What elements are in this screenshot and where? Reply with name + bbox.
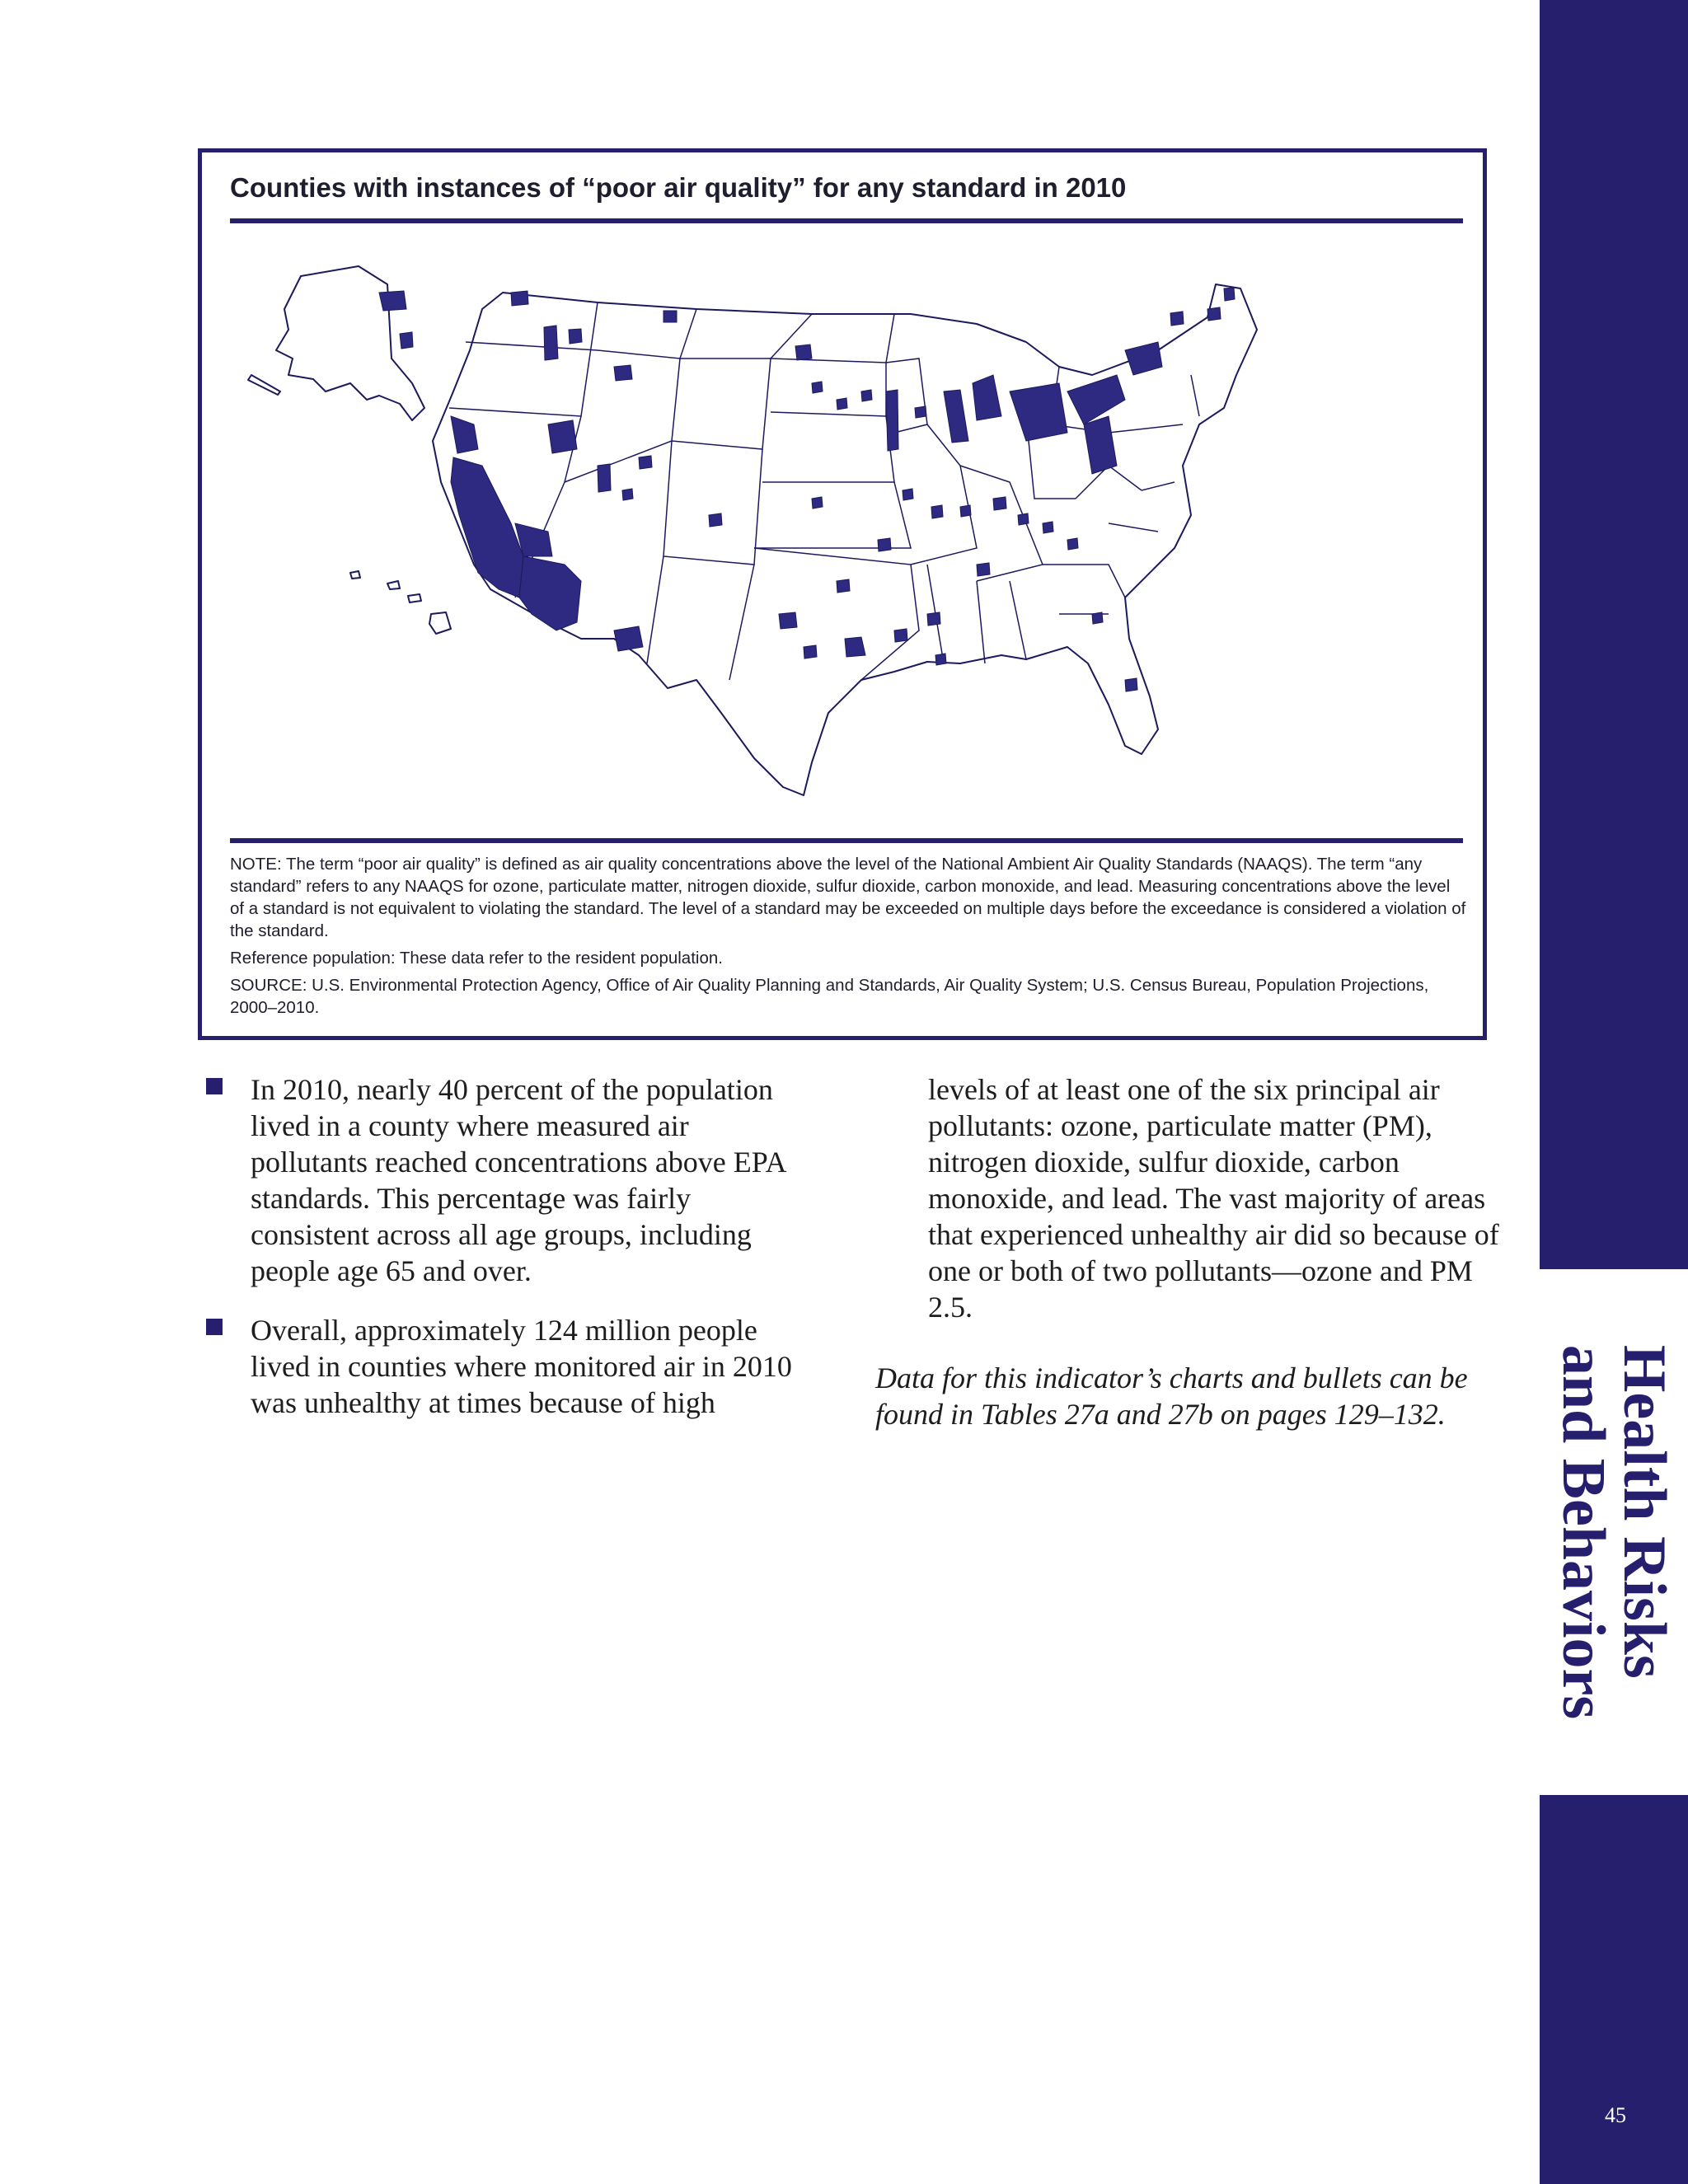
- bullet-continuation: levels of at least one of the six principal air pollutants: ozone, particulate matter (PM), nitrogen dioxide, sulfur dioxide, carbon monoxide, and lead. The vast majority of areas that experienced unhealthy air did so because of one or both of two pollutants—ozone and PM 2.5.: [928, 1073, 1499, 1324]
- section-title-line1: Health Risks: [1611, 1344, 1678, 1679]
- note-reference-population: Reference population: These data refer to the resident population.: [230, 949, 723, 968]
- figure-title: Counties with instances of “poor air quality” for any standard in 2010: [230, 172, 1127, 203]
- hawaii-shape: [350, 571, 451, 634]
- section-title: [1540, 1269, 1688, 1795]
- bullet-square-icon: [206, 1078, 223, 1094]
- note-source: SOURCE: U.S. Environmental Protection Agency, Office of Air Quality Planning and Standards, Air Quality System; U.S. Census Bureau, Population Projections, 2000–2010.: [230, 976, 1429, 1017]
- figure-box: [198, 148, 1487, 1040]
- bullet-text: In 2010, nearly 40 percent of the population lived in a county where measured air pollutants reached concentrations above EPA standards. This percentage was fairly consistent across all age groups, including people age 65 and over.: [251, 1073, 785, 1287]
- highlight-nm-south: [614, 626, 643, 651]
- aleutian-islands-shape: [248, 375, 280, 395]
- note-definition: NOTE: The term “poor air quality” is defined as air quality concentrations above the level of the National Ambient Air Quality Standards (NAAQS). The term “any standard” refers to any NAAQS for ozone, particulate matter, nitrogen dioxide, sulfur dioxide, carbon monoxide, and lead. Measuring concentrations above the level of a standard is not equivalent to violating the standard. The level of a standard may be exceeded on multiple days before the exceedance is considered a violation of the standard.: [230, 855, 1466, 940]
- bullet-item: [201, 1071, 811, 1289]
- bullet-item: [201, 1312, 811, 1421]
- bullet-text: Overall, approximately 124 million people lived in counties where monitored air in 2010 was unhealthy at times because of high: [251, 1314, 792, 1419]
- data-source-note: Data for this indicator’s charts and bullets can be found in Tables 27a and 27b on pages 129–132.: [875, 1361, 1468, 1431]
- bullet-square-icon: [206, 1319, 223, 1335]
- figure-notes: [230, 853, 1466, 1024]
- page-number: 45: [1605, 2103, 1626, 2127]
- notes-rule: [230, 838, 1463, 843]
- right-column: [875, 1071, 1502, 1432]
- section-title-line2: and Behaviors: [1550, 1344, 1617, 1720]
- sidebar-band-top: [1540, 0, 1688, 1269]
- left-column: [201, 1071, 811, 1444]
- title-rule: [230, 218, 1463, 223]
